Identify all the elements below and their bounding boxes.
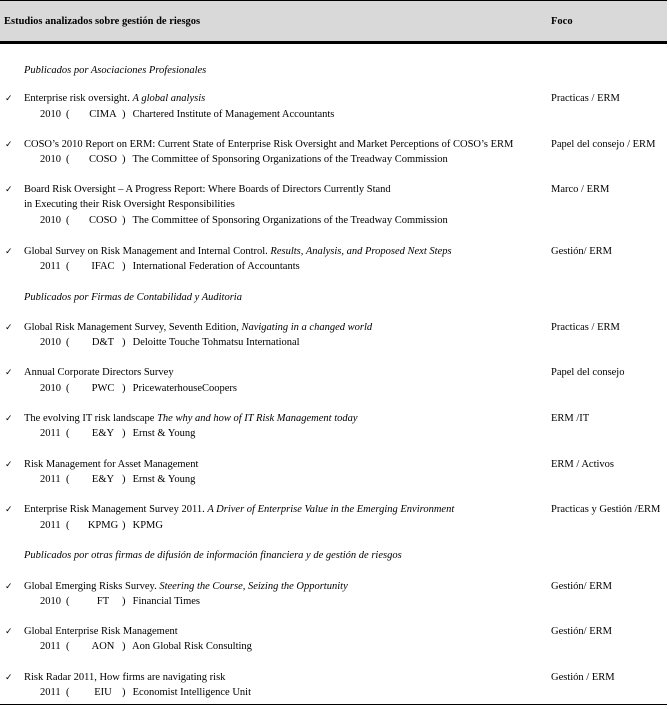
study-source: 2010 ( COSO ) The Committee of Sponsoring Organizations of the Treadway Commission [40,154,448,165]
study-source: 2010 ( PWC ) PricewaterhouseCoopers [40,383,238,394]
study-focus: Practicas y Gestión /ERM [551,504,661,515]
study-source: 2011 ( E&Y ) Ernst & Young [40,428,196,439]
study-title: Global Emerging Risks Survey. Steering the Course, Seizing the Opportunity [24,581,348,592]
study-focus: Practicas / ERM [551,93,620,104]
study-source: 2011 ( KPMG ) KPMG [40,520,163,531]
study-title: Global Risk Management Survey, Seventh Edition, Navigating in a changed world [24,322,373,333]
section-heading: Publicados por otras firmas de difusión de información financiera y de gestión de riesgos [24,550,402,561]
study-focus: Papel del consejo [551,367,625,378]
study-focus: ERM / Activos [551,459,615,470]
section-heading: Publicados por Firmas de Contabilidad y Auditoria [24,292,242,303]
study-source: 2010 ( CIMA ) Chartered Institute of Management Accountants [40,109,335,120]
study-source: 2010 ( D&T ) Deloitte Touche Tohmatsu International [40,337,300,348]
study-title: Global Enterprise Risk Management [24,626,178,637]
header-studies: Estudios analizados sobre gestión de riesgos [4,16,201,27]
study-source: 2011 ( E&Y ) Ernst & Young [40,474,196,485]
study-title: Global Survey on Risk Management and Internal Control. Results, Analysis, and Proposed Next Steps [24,246,452,257]
study-source: 2011 ( AON ) Aon Global Risk Consulting [40,641,252,652]
study-focus: Papel del consejo / ERM [551,139,656,150]
check-icon: ✓ [5,139,13,149]
study-source: 2011 ( IFAC ) International Federation of Accountants [40,261,300,272]
study-title: Risk Radar 2011, How firms are navigating risk [24,672,226,683]
study-focus: Marco / ERM [551,184,610,195]
study-title: Risk Management for Asset Management [24,459,199,470]
study-source: 2010 ( COSO ) The Committee of Sponsoring Organizations of the Treadway Commission [40,215,448,226]
study-title: Enterprise risk oversight. A global analysis [24,93,206,104]
check-icon: ✓ [5,93,13,103]
check-icon: ✓ [5,459,13,469]
check-icon: ✓ [5,367,13,377]
section-heading: Publicados por Asociaciones Profesionales [24,65,207,76]
check-icon: ✓ [5,626,13,636]
study-focus: ERM /IT [551,413,590,424]
study-title: Board Risk Oversight – A Progress Report: Where Boards of Directors Currently Stand [24,184,391,195]
check-icon: ✓ [5,413,13,423]
study-focus: Gestión/ ERM [551,581,612,592]
study-source: 2011 ( EIU ) Economist Intelligence Unit [40,687,252,698]
check-icon: ✓ [5,504,13,514]
header-focus: Foco [551,16,573,27]
bottom-divider [0,704,667,705]
check-icon: ✓ [5,322,13,332]
study-title: COSO’s 2010 Report on ERM: Current State of Enterprise Risk Oversight and Market Perceptions of COSO’s ERM [24,139,514,150]
study-focus: Practicas / ERM [551,322,620,333]
study-title: The evolving IT risk landscape The why and how of IT Risk Management today [24,413,358,424]
study-title: Annual Corporate Directors Survey [24,367,174,378]
check-icon: ✓ [5,184,13,194]
study-source: 2010 ( FT ) Financial Times [40,596,201,607]
table-header [0,0,667,44]
check-icon: ✓ [5,246,13,256]
study-title: Enterprise Risk Management Survey 2011. A Driver of Enterprise Value in the Emerging Environment [24,504,455,515]
check-icon: ✓ [5,672,13,682]
check-icon: ✓ [5,581,13,591]
study-focus: Gestión/ ERM [551,626,612,637]
study-focus: Gestión / ERM [551,672,615,683]
study-title-line2: in Executing their Risk Oversight Responsibilities [24,199,235,210]
study-focus: Gestión/ ERM [551,246,612,257]
